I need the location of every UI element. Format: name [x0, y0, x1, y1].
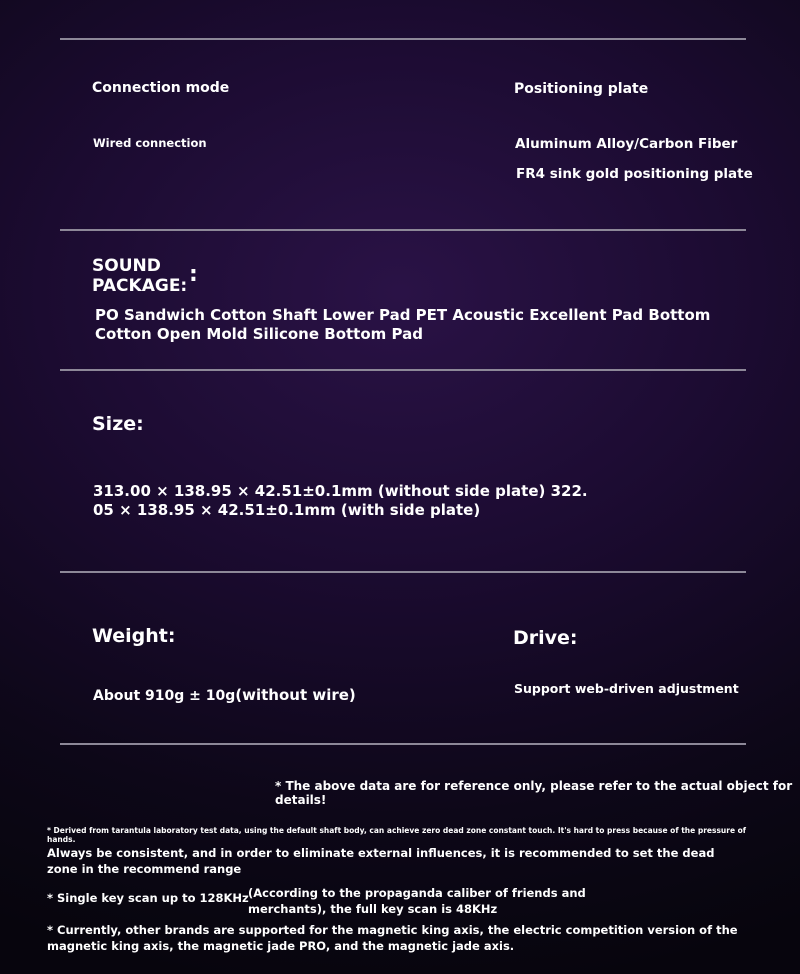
connection-mode-value: Wired connection: [93, 136, 207, 150]
scan-note-detail-line2: merchants), the full key scan is 48KHz: [248, 902, 498, 916]
divider: [60, 369, 746, 371]
positioning-plate-label: Positioning plate: [514, 81, 649, 97]
consistency-note-line1: Always be consistent, and in order to eliminate external influences, it is recommended to set the dead: [47, 846, 715, 860]
scan-note-detail: [248, 885, 586, 917]
size-value-line2: 05 × 138.95 × 42.51±0.1mm (with side plate): [93, 501, 481, 519]
derived-note: * Derived from tarantula laboratory test data, using the default shaft body, can achieve zero dead zone constant touch. It's hard to press because of the pressure of hands.: [47, 826, 747, 844]
positioning-plate-value-1: Aluminum Alloy/Carbon Fiber: [515, 136, 738, 152]
brands-note-line2: magnetic king axis, the magnetic jade PRO, and the magnetic jade axis.: [47, 939, 515, 953]
divider: [60, 571, 746, 573]
consistency-note-line2: zone in the recommend range: [47, 862, 242, 876]
sound-package-colon: :: [189, 262, 198, 287]
sound-package-value: [95, 306, 710, 344]
connection-mode-label: Connection mode: [92, 80, 230, 96]
size-value-line1: 313.00 × 138.95 × 42.51±0.1mm (without side plate) 322.: [93, 482, 588, 500]
disclaimer: * The above data are for reference only, please refer to the actual object for details!: [275, 779, 793, 807]
sound-package-label: [92, 256, 187, 296]
scan-note: * Single key scan up to 128KHz: [47, 891, 249, 905]
weight-value-main: About 910g ± 10g: [93, 688, 236, 704]
drive-label: Drive:: [513, 627, 578, 649]
sound-package-label-line1: SOUND: [92, 256, 161, 276]
weight-label: Weight:: [92, 625, 176, 647]
weight-value: [93, 685, 356, 704]
divider: [60, 38, 746, 40]
sound-package-value-line2: Cotton Open Mold Silicone Bottom Pad: [95, 325, 423, 343]
divider: [60, 743, 746, 745]
brands-note: [47, 922, 738, 954]
divider: [60, 229, 746, 231]
size-label: Size:: [92, 413, 144, 435]
weight-value-suffix: (without wire): [235, 686, 356, 704]
sound-package-value-line1: PO Sandwich Cotton Shaft Lower Pad PET Acoustic Excellent Pad Bottom: [95, 306, 711, 324]
scan-note-detail-line1: (According to the propaganda caliber of friends and: [248, 886, 586, 900]
sound-package-label-line2: PACKAGE:: [92, 276, 188, 296]
consistency-note: [47, 845, 714, 877]
size-value: [93, 482, 588, 520]
positioning-plate-value-2: FR4 sink gold positioning plate: [516, 166, 753, 182]
brands-note-line1: * Currently, other brands are supported for the magnetic king axis, the electric competition version of the: [47, 923, 738, 937]
drive-value: Support web-driven adjustment: [514, 681, 739, 696]
